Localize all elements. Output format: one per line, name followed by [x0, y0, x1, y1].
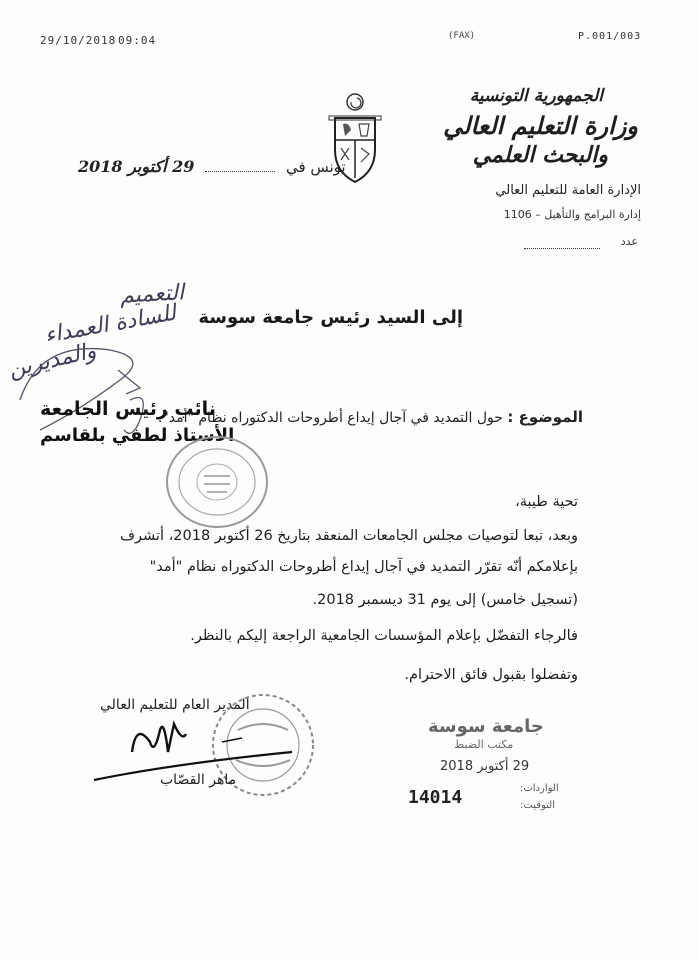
registry-date: 29 أكتوبر 2018	[440, 759, 530, 774]
directorate: الإدارة العامة للتعليم العالي	[495, 183, 641, 198]
registry-office: مكتب الضبط	[454, 738, 514, 751]
handwritten-annotation-3: والمديرين	[6, 338, 99, 383]
republic-title: الجمهورية التونسية	[469, 86, 603, 106]
handwritten-annotation-2: للسادة العمداء	[42, 300, 178, 349]
body-line-1: وبعد، تبعا لتوصيات مجلس الجامعات المنعقد بتاريخ 26 أكتوبر 2018، أتشرف	[119, 528, 578, 544]
registry-timing-label: التوقيت:	[520, 800, 555, 811]
number-label: عدد	[620, 235, 638, 248]
body-line-3: (تسجيل خامس) إلى يوم 31 ديسمبر 2018.	[312, 592, 578, 608]
number-dotted-line	[524, 248, 600, 249]
fax-page-number: P.001/003	[578, 31, 642, 42]
vice-president-name: الأستاذ لطفي بلقاسم	[40, 425, 235, 446]
body-line-2: بإعلامكم أنّه تقرّر التمديد في آجال إيداع أطروحات الدكتوراه نظام "أمد"	[149, 559, 578, 575]
subject-label: الموضوع :	[507, 408, 583, 426]
place-label: تونس في	[285, 158, 346, 176]
handwritten-date: 29 أكتوبر 2018	[78, 157, 195, 176]
official-seal-icon	[162, 432, 272, 532]
body-line-4: فالرجاء التفضّل بإعلام المؤسسات الجامعية الراجعة إليكم بالنظر.	[190, 628, 578, 644]
recipient-line: إلى السيد رئيس جامعة سوسة	[198, 307, 463, 328]
handwritten-annotation-1: التعميم	[119, 280, 185, 309]
fax-label: (FAX)	[448, 31, 476, 41]
registry-incoming-label: الواردات:	[520, 783, 559, 794]
fax-time: 09:04	[118, 34, 157, 47]
ministry-title-line1: وزارة التعليم العالي	[443, 111, 638, 140]
signatory-name: ماهر القصّاب	[160, 772, 237, 788]
ministry-title-line2: والبحث العلمي	[472, 142, 608, 168]
place-date	[78, 157, 346, 176]
date-dotted-line	[205, 171, 275, 172]
greeting: تحية طيبة،	[515, 494, 578, 510]
closing-line: وتفضلوا بقبول فائق الاحترام.	[404, 667, 578, 683]
fax-date: 29/10/2018	[40, 34, 117, 47]
sub-directorate: إدارة البرامج والتأهيل – 1106	[503, 208, 641, 221]
vice-president-title: نائب رئيس الجامعة	[40, 398, 216, 420]
subject-line	[158, 408, 583, 426]
subject-text: حول التمديد في آجال إيداع أطروحات الدكتوراه نظام "أمد".	[157, 410, 503, 426]
registry-number: 14014	[408, 787, 463, 808]
registry-university: جامعة سوسة	[428, 716, 544, 737]
signatory-title: المدير العام للتعليم العالي	[100, 697, 250, 713]
